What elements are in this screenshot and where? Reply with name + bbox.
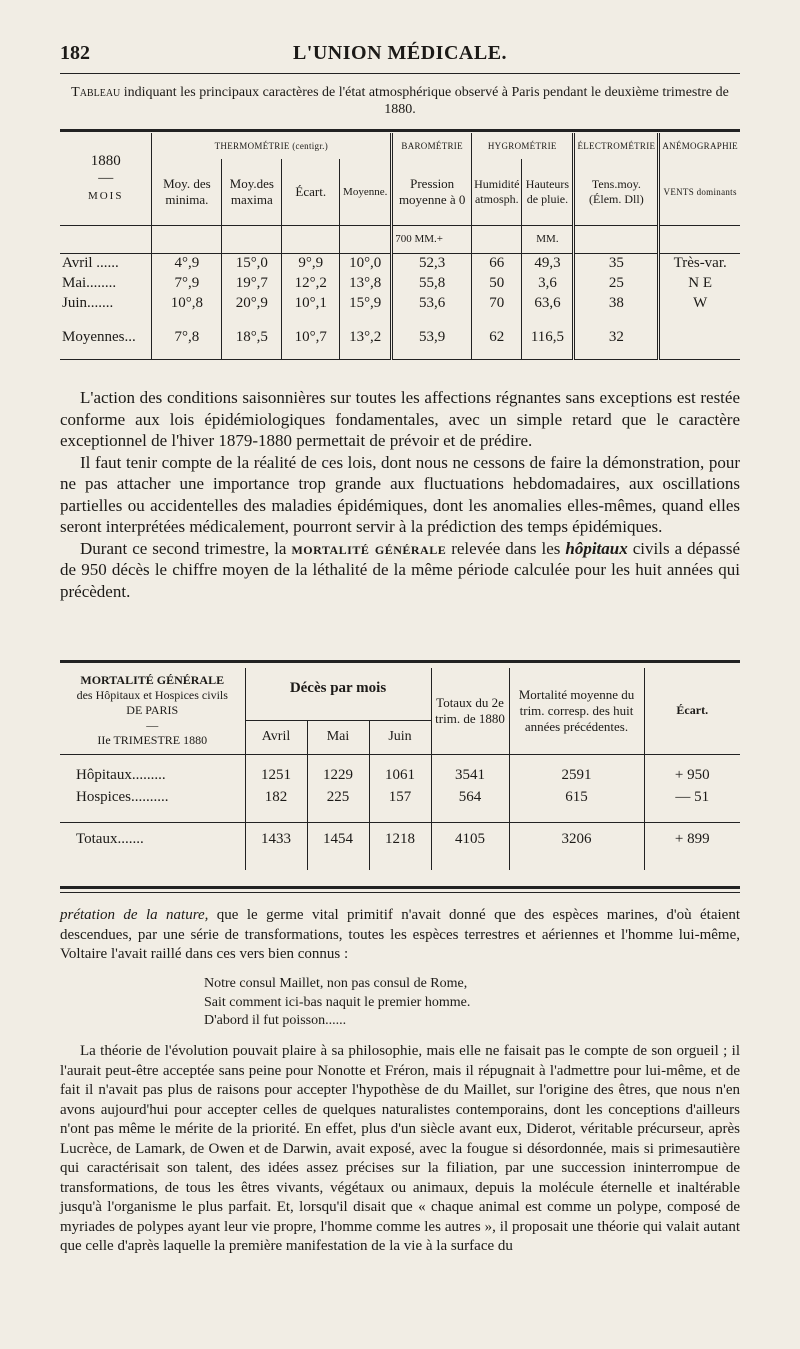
cell-moyenne: 10°,0 (340, 253, 392, 273)
cell-moyenne: 615 (509, 786, 644, 808)
cell-tension: 38 (574, 293, 659, 313)
cell-max: 19°,7 (222, 273, 282, 293)
col-header-vents: VENTS dominants (659, 159, 740, 225)
caption-lead: Tableau (71, 85, 121, 100)
mortality-table-top-rule (60, 660, 740, 663)
cell-pression: 52,3 (392, 253, 472, 273)
text-run: mortalité générale (291, 538, 447, 558)
cell-juin: 1218 (369, 822, 431, 856)
cell-ecart: 10°,1 (282, 293, 340, 313)
cell-mai: 1229 (307, 764, 369, 786)
cell-ecart: 10°,7 (282, 325, 340, 349)
cell-max: 20°,9 (222, 293, 282, 313)
cell-vents: N E (659, 273, 740, 293)
cell-avril: 1251 (245, 764, 307, 786)
unit-pluie: MM. (522, 225, 574, 253)
col-header-maxima: Moy.des maxima (222, 159, 282, 225)
cell-label: Hospices.......... (76, 788, 169, 805)
feuilleton-rule (60, 892, 740, 893)
cell-ecart: 9°,9 (282, 253, 340, 273)
verse-block (204, 975, 470, 1031)
summary-row (60, 325, 740, 349)
cell-min: 7°,8 (152, 325, 222, 349)
table-row (60, 293, 740, 313)
paragraph: Il faut tenir compte de la réalité de ces lois, dont nous ne cessons de faire la démonstration, pour ne pas attacher une importance trop grande aux fluctuations hebdomadaires, aux oscillations partielles ou accidentelles des maladies épidémiques, dont les anomalies elles-mêmes, quand elles seront interprétées médicalement, pourront servir à la prédiction des temps épidémiques. (60, 452, 740, 536)
cell-mois: Juin....... (62, 294, 114, 311)
cell-mois: Avril ...... (62, 254, 119, 271)
col-header-moyenne: Moyenne. (340, 159, 392, 225)
cell-pluie: 116,5 (522, 325, 574, 349)
paragraph (60, 906, 740, 965)
col-header-ecart: Écart. (644, 668, 740, 754)
cell-avril: 1433 (245, 822, 307, 856)
year-cell: 1880 — MOIS (87, 153, 124, 203)
mortality-head-line: DE PARIS (126, 703, 179, 718)
verse-line: D'abord il fut poisson...... (204, 1013, 347, 1028)
weather-rows (60, 253, 740, 313)
cell-pluie: 3,6 (522, 273, 574, 293)
weather-table-top-rule (60, 129, 740, 132)
cell-min: 4°,9 (152, 253, 222, 273)
paragraph (60, 538, 740, 603)
table-caption (70, 84, 730, 118)
cell-pression: 53,6 (392, 293, 472, 313)
cell-humidite: 66 (472, 253, 522, 273)
group-thermometrie: THERMOMÉTRIE (centigr.) (152, 133, 392, 159)
cell-vents: Très-var. (659, 253, 740, 273)
page-header (60, 38, 740, 72)
text-run: Durant ce second trimestre, la (80, 538, 292, 558)
mortality-head-line: IIe TRIMESTRE 1880 (97, 733, 208, 748)
feuilleton-rule (60, 886, 740, 889)
cell-humidite: 62 (472, 325, 522, 349)
col-header-pression: Pression moyenne à 0 (392, 159, 472, 225)
mortality-head-cell: MORTALITÉ GÉNÉRALE des Hôpitaux et Hospices civils DE PARIS — IIe TRIMESTRE 1880 (76, 673, 228, 748)
running-head: L'UNION MÉDICALE. (292, 42, 508, 64)
group-electrometrie: ÉLECTROMÉTRIE (574, 133, 659, 159)
month-header: Juin (369, 720, 431, 754)
table-year: 1880 (90, 153, 121, 170)
cell-vents (659, 325, 740, 349)
mois-label: MOIS (87, 190, 124, 203)
cell-min: 7°,9 (152, 273, 222, 293)
month-header: Mai (307, 720, 369, 754)
cell-moyenne: 13°,2 (340, 325, 392, 349)
cell-juin: 1061 (369, 764, 431, 786)
col-header-totaux: Totaux du 2e trim. de 1880 (431, 668, 509, 754)
cell-tension: 25 (574, 273, 659, 293)
mortality-head-line: des Hôpitaux et Hospices civils (76, 688, 228, 703)
weather-table (60, 133, 740, 360)
text-run: hôpitaux (565, 538, 628, 558)
header-rule (60, 73, 740, 74)
cell-pression: 53,9 (392, 325, 472, 349)
feuilleton-text (60, 906, 740, 965)
cell-moyenne: 3206 (509, 822, 644, 856)
cell-label: Totaux....... (76, 830, 144, 847)
cell-label: Hôpitaux......... (76, 766, 166, 783)
cell-pluie: 49,3 (522, 253, 574, 273)
col-header-minima: Moy. des minima. (152, 159, 222, 225)
cell-mois: Mai........ (62, 274, 117, 291)
caption-text: indiquant les principaux caractères de l'état atmosphérique observé à Paris pendant le deuxième trimestre de 1880. (120, 85, 729, 117)
group-hygrometrie: HYGROMÉTRIE (472, 133, 574, 159)
verse-line: Sait comment ici-bas naquit le premier homme. (204, 994, 471, 1010)
cell-moyenne: 15°,9 (340, 293, 392, 313)
cell-ecart: — 51 (644, 786, 740, 808)
col-header-tension: Tens.moy. (Élem. Dll) (574, 159, 659, 225)
month-header: Avril (245, 720, 307, 754)
cell-min: 10°,8 (152, 293, 222, 313)
unit-pression: 700 MM.+ (392, 225, 472, 253)
body-text (60, 387, 740, 602)
cell-tension: 32 (574, 325, 659, 349)
table-row (60, 764, 740, 786)
cell-juin: 157 (369, 786, 431, 808)
cell-vents: W (659, 293, 740, 313)
mortality-head-line: MORTALITÉ GÉNÉRALE (80, 673, 225, 688)
cell-ecart: + 950 (644, 764, 740, 786)
col-header-pluie: Hauteurs de pluie. (522, 159, 574, 225)
text-run: relevée dans les (446, 538, 566, 558)
text-run: civils a dépassé de 950 décès le chiffre moyen de la léthalité de la même période calculée pour les huit années qui précèdent. (60, 538, 740, 601)
cell-total: 564 (431, 786, 509, 808)
mortality-table (60, 668, 740, 870)
cell-avril: 182 (245, 786, 307, 808)
table-row (60, 253, 740, 273)
cell-pression: 55,8 (392, 273, 472, 293)
text-run: que le germe vital primitif n'avait donné que des espèces marines, d'où étaient descendues, par une série de transformations, toutes les espèces terrestres et aériennes et l'homme lui-même, Voltaire l'avait raillé dans ces vers bien connus : (60, 907, 740, 962)
paragraph: La théorie de l'évolution pouvait plaire à sa philosophie, mais elle ne faisait pas le compte de son orgueil ; il l'aurait peut-être acceptée sans peine pour Nonotte et Fréron, mais il répugnait à l'admettre pour lui-même, et de fait il n'avait pas plus de raisons pour accepter l'hypothèse de du Maillet, sur l'origine des êtres, que nous n'en avons aujourd'hui pour accepter celles de quelques naturalistes contemporains, dont les conceptions d'ailleurs n'ont pas même le mérite de la priorité. En effet, plus d'un siècle avant eux, Diderot, véritable précurseur, après Lucrèce, de Lamark, de Owen et de Darwin, avait exposé, avec la fougue si désordonnée, mais si primesautière qui caractérisait son talent, des idées assez précises sur la filiation, par une succession ininterrompue de transformations, de tous les êtres vivants, végétaux ou animaux, depuis la molécule éternelle et inaltérable jusqu'à l'organisme le plus parfait. Et, lorsqu'il disait que « chaque animal est comme un polype, composé de myriades de polypes ayant leur vie propre, l'homme comme les autres », il proposait une théorie qui valait autant que celle d'après laquelle la première manifestation de la vie à la surface du (60, 1043, 740, 1254)
table-row (60, 273, 740, 293)
table-row (60, 786, 740, 808)
cell-moyenne: 13°,8 (340, 273, 392, 293)
cell-mai: 225 (307, 786, 369, 808)
cell-ecart: + 899 (644, 822, 740, 856)
col-header-humidite: Humidité atmosph. (472, 159, 522, 225)
mortality-rows (60, 764, 740, 808)
cell-moyenne: 2591 (509, 764, 644, 786)
text-run: prétation de la nature, (60, 907, 209, 923)
cell-tension: 35 (574, 253, 659, 273)
page-number: 182 (60, 42, 90, 64)
cell-total: 4105 (431, 822, 509, 856)
cell-ecart: 12°,2 (282, 273, 340, 293)
group-anemographie: ANÉMOGRAPHIE (659, 133, 740, 159)
cell-max: 18°,5 (222, 325, 282, 349)
feuilleton-text (60, 1042, 740, 1257)
col-header-mortalite-moyenne: Mortalité moyenne du trim. corresp. des huit années précédentes. (509, 668, 644, 754)
cell-mai: 1454 (307, 822, 369, 856)
cell-max: 15°,0 (222, 253, 282, 273)
deces-par-mois-label: Décès par mois (245, 668, 431, 720)
paragraph: L'action des conditions saisonnières sur toutes les affections régnantes sans exceptions est restée conforme aux lois épidémiologiques fondamentales, avec un simple retard que le caractère exceptionnel de l'hiver 1879-1880 permettait de prévoir et de prédire. (60, 388, 740, 450)
verse-line: Notre consul Maillet, non pas consul de Rome, (204, 976, 468, 991)
cell-humidite: 70 (472, 293, 522, 313)
cell-mois: Moyennes... (62, 328, 136, 345)
totals-row (60, 822, 740, 856)
cell-humidite: 50 (472, 273, 522, 293)
cell-total: 3541 (431, 764, 509, 786)
col-header-ecart: Écart. (282, 159, 340, 225)
group-barometrie: BAROMÉTRIE (392, 133, 472, 159)
cell-pluie: 63,6 (522, 293, 574, 313)
